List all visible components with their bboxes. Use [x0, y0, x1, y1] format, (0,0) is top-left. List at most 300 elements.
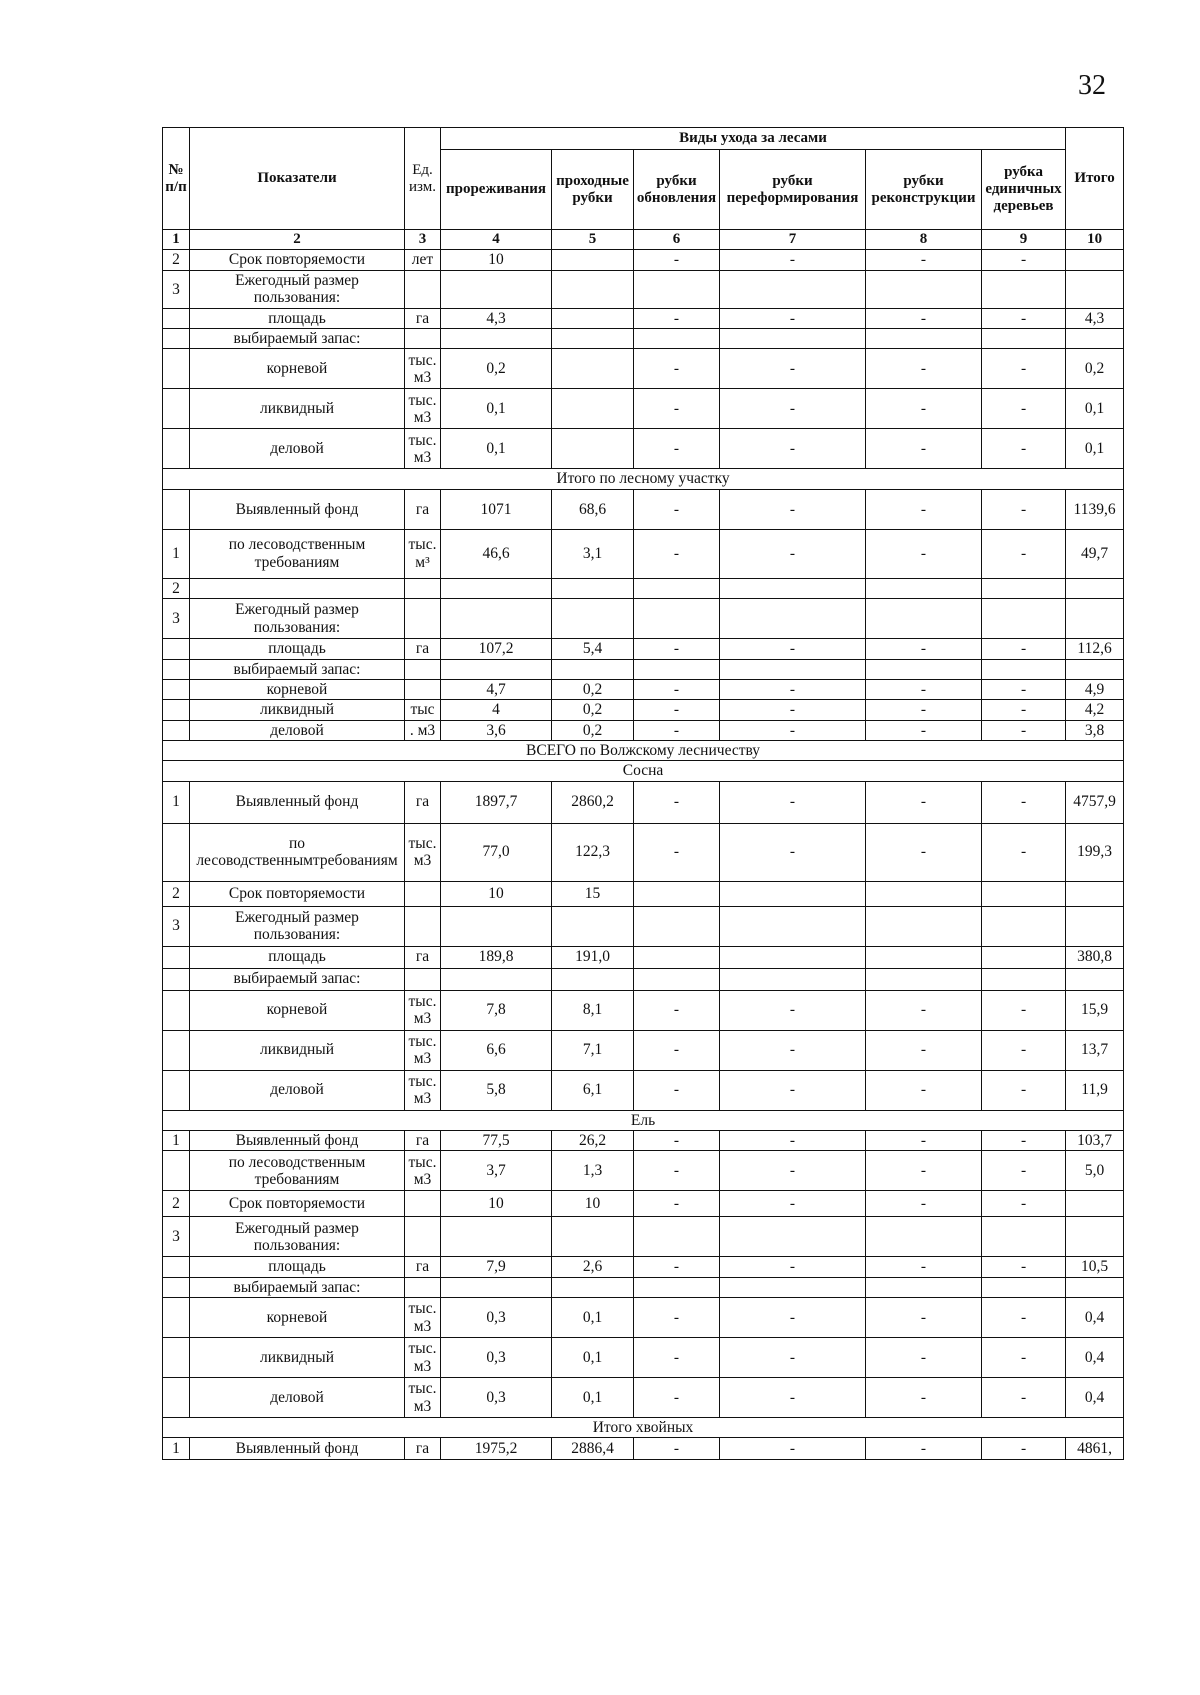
- table-header: [163, 128, 1124, 250]
- value-cell: -: [634, 679, 720, 699]
- total-cell: 3,8: [1066, 720, 1124, 740]
- row-number: 1: [163, 529, 190, 578]
- value-cell: -: [866, 429, 982, 469]
- value-cell: 10: [441, 250, 552, 271]
- row-number: [163, 1378, 190, 1418]
- value-cell: -: [634, 1191, 720, 1217]
- unit-cell: га: [405, 308, 441, 328]
- value-cell: 3,7: [441, 1151, 552, 1191]
- value-cell: [441, 1217, 552, 1257]
- header-total: Итого: [1066, 128, 1124, 230]
- table-row: [163, 1217, 1124, 1257]
- total-cell: 0,2: [1066, 349, 1124, 389]
- value-cell: [634, 599, 720, 639]
- value-cell: -: [634, 489, 720, 529]
- row-number: 2: [163, 578, 190, 598]
- table-row: [163, 489, 1124, 529]
- value-cell: 7,8: [441, 990, 552, 1030]
- value-cell: 10: [441, 1191, 552, 1217]
- value-cell: -: [866, 700, 982, 720]
- unit-cell: [405, 679, 441, 699]
- value-cell: -: [720, 489, 866, 529]
- value-cell: [720, 946, 866, 968]
- unit-cell: [405, 659, 441, 679]
- value-cell: 46,6: [441, 529, 552, 578]
- value-cell: -: [720, 781, 866, 823]
- value-cell: [441, 1277, 552, 1297]
- value-cell: -: [720, 1378, 866, 1418]
- value-cell: [720, 578, 866, 598]
- indicator-name: деловой: [190, 1378, 405, 1418]
- row-number: [163, 946, 190, 968]
- unit-cell: [405, 881, 441, 906]
- indicator-name: ликвидный: [190, 700, 405, 720]
- value-cell: [866, 881, 982, 906]
- value-cell: 0,2: [552, 679, 634, 699]
- value-cell: -: [634, 1438, 720, 1460]
- value-cell: [866, 968, 982, 990]
- total-cell: 49,7: [1066, 529, 1124, 578]
- value-cell: 5,4: [552, 639, 634, 659]
- indicator-name: Выявленный фонд: [190, 1131, 405, 1151]
- header-number: 8: [866, 230, 982, 250]
- unit-cell: тыс. м3: [405, 1378, 441, 1418]
- value-cell: 7,9: [441, 1257, 552, 1277]
- value-cell: 189,8: [441, 946, 552, 968]
- table-row: [163, 389, 1124, 429]
- table-row: [163, 990, 1124, 1030]
- value-cell: -: [982, 1438, 1066, 1460]
- value-cell: [720, 906, 866, 946]
- total-cell: [1066, 250, 1124, 271]
- table-row: [163, 599, 1124, 639]
- header-group: Виды ухода за лесами: [441, 128, 1066, 150]
- indicator-name: Срок повторяемости: [190, 250, 405, 271]
- value-cell: -: [866, 1438, 982, 1460]
- value-cell: [720, 271, 866, 309]
- value-cell: [866, 1277, 982, 1297]
- value-cell: [634, 881, 720, 906]
- value-cell: 6,6: [441, 1030, 552, 1070]
- value-cell: -: [720, 1338, 866, 1378]
- value-cell: [634, 329, 720, 349]
- total-cell: 4757,9: [1066, 781, 1124, 823]
- value-cell: -: [634, 250, 720, 271]
- unit-cell: . м3: [405, 720, 441, 740]
- table-row: [163, 429, 1124, 469]
- table-row: [163, 781, 1124, 823]
- value-cell: -: [982, 429, 1066, 469]
- table-row: [163, 1378, 1124, 1418]
- page-number: 32: [1078, 70, 1106, 101]
- indicator-name: выбираемый запас:: [190, 329, 405, 349]
- value-cell: -: [982, 823, 1066, 881]
- unit-cell: [405, 1217, 441, 1257]
- value-cell: [441, 329, 552, 349]
- indicator-name: Срок повторяемости: [190, 881, 405, 906]
- unit-cell: га: [405, 946, 441, 968]
- total-cell: 0,4: [1066, 1298, 1124, 1338]
- value-cell: -: [982, 1030, 1066, 1070]
- value-cell: -: [866, 389, 982, 429]
- row-number: [163, 659, 190, 679]
- table-row: [163, 946, 1124, 968]
- section-row: [163, 761, 1124, 781]
- value-cell: [982, 1277, 1066, 1297]
- header-number: 2: [190, 230, 405, 250]
- value-cell: -: [982, 679, 1066, 699]
- value-cell: 1975,2: [441, 1438, 552, 1460]
- value-cell: -: [720, 1131, 866, 1151]
- value-cell: 4,7: [441, 679, 552, 699]
- indicator-name: корневой: [190, 349, 405, 389]
- value-cell: [552, 429, 634, 469]
- row-number: [163, 700, 190, 720]
- row-number: [163, 1338, 190, 1378]
- indicator-name: Выявленный фонд: [190, 489, 405, 529]
- section-title: Сосна: [163, 761, 1124, 781]
- value-cell: -: [866, 1030, 982, 1070]
- value-cell: 0,3: [441, 1298, 552, 1338]
- value-cell: [441, 659, 552, 679]
- value-cell: [634, 1217, 720, 1257]
- value-cell: -: [982, 250, 1066, 271]
- row-number: [163, 329, 190, 349]
- row-number: [163, 639, 190, 659]
- value-cell: -: [634, 1131, 720, 1151]
- indicator-name: корневой: [190, 1298, 405, 1338]
- value-cell: -: [866, 720, 982, 740]
- indicator-name: выбираемый запас:: [190, 1277, 405, 1297]
- value-cell: [866, 946, 982, 968]
- table-row: [163, 250, 1124, 271]
- indicator-name: ликвидный: [190, 1030, 405, 1070]
- value-cell: [552, 968, 634, 990]
- value-cell: [982, 329, 1066, 349]
- value-cell: [552, 349, 634, 389]
- indicator-name: по лесоводственным требованиям: [190, 529, 405, 578]
- unit-cell: тыс. м3: [405, 1070, 441, 1110]
- unit-cell: тыс. м3: [405, 990, 441, 1030]
- total-cell: 11,9: [1066, 1070, 1124, 1110]
- value-cell: -: [866, 529, 982, 578]
- value-cell: -: [720, 1151, 866, 1191]
- table-row: [163, 968, 1124, 990]
- value-cell: -: [634, 1298, 720, 1338]
- value-cell: [634, 968, 720, 990]
- unit-cell: тыс. м3: [405, 1298, 441, 1338]
- value-cell: [982, 906, 1066, 946]
- value-cell: 0,2: [552, 700, 634, 720]
- value-cell: [982, 599, 1066, 639]
- header-col-reformation: рубки переформирования: [720, 150, 866, 230]
- value-cell: [634, 578, 720, 598]
- value-cell: [441, 578, 552, 598]
- value-cell: 0,1: [441, 429, 552, 469]
- value-cell: -: [866, 639, 982, 659]
- total-cell: 1139,6: [1066, 489, 1124, 529]
- value-cell: -: [720, 389, 866, 429]
- value-cell: [720, 968, 866, 990]
- value-cell: -: [720, 1257, 866, 1277]
- value-cell: 1071: [441, 489, 552, 529]
- table-row: [163, 1030, 1124, 1070]
- value-cell: -: [634, 639, 720, 659]
- table-row: [163, 700, 1124, 720]
- row-number: 2: [163, 1191, 190, 1217]
- table-row: [163, 1298, 1124, 1338]
- total-cell: 13,7: [1066, 1030, 1124, 1070]
- indicator-name: деловой: [190, 720, 405, 740]
- value-cell: -: [866, 1257, 982, 1277]
- total-cell: 199,3: [1066, 823, 1124, 881]
- total-cell: 380,8: [1066, 946, 1124, 968]
- forest-care-table: [162, 127, 1124, 1460]
- value-cell: [441, 968, 552, 990]
- header-number: 5: [552, 230, 634, 250]
- row-number: 3: [163, 906, 190, 946]
- table-row: [163, 1191, 1124, 1217]
- value-cell: 2860,2: [552, 781, 634, 823]
- value-cell: [982, 968, 1066, 990]
- header-number: 6: [634, 230, 720, 250]
- value-cell: -: [982, 1131, 1066, 1151]
- value-cell: -: [720, 529, 866, 578]
- value-cell: [634, 1277, 720, 1297]
- value-cell: -: [720, 1298, 866, 1338]
- value-cell: 0,1: [552, 1338, 634, 1378]
- value-cell: [552, 578, 634, 598]
- value-cell: [982, 578, 1066, 598]
- value-cell: 4,3: [441, 308, 552, 328]
- total-cell: 103,7: [1066, 1131, 1124, 1151]
- value-cell: [982, 881, 1066, 906]
- table-row: [163, 578, 1124, 598]
- unit-cell: [405, 599, 441, 639]
- total-cell: 0,1: [1066, 389, 1124, 429]
- value-cell: [866, 1217, 982, 1257]
- table-row: [163, 659, 1124, 679]
- value-cell: 2,6: [552, 1257, 634, 1277]
- header-number: 1: [163, 230, 190, 250]
- unit-cell: тыс: [405, 700, 441, 720]
- header-number: 7: [720, 230, 866, 250]
- unit-cell: га: [405, 1257, 441, 1277]
- unit-cell: тыс. м3: [405, 1030, 441, 1070]
- value-cell: -: [634, 823, 720, 881]
- section-row: [163, 469, 1124, 489]
- row-number: [163, 990, 190, 1030]
- value-cell: 77,5: [441, 1131, 552, 1151]
- indicator-name: выбираемый запас:: [190, 968, 405, 990]
- value-cell: -: [634, 1070, 720, 1110]
- value-cell: [866, 578, 982, 598]
- value-cell: [634, 946, 720, 968]
- value-cell: 3,6: [441, 720, 552, 740]
- value-cell: -: [866, 823, 982, 881]
- value-cell: -: [720, 639, 866, 659]
- value-cell: -: [720, 1191, 866, 1217]
- value-cell: -: [634, 429, 720, 469]
- value-cell: -: [634, 308, 720, 328]
- value-cell: -: [634, 1338, 720, 1378]
- value-cell: -: [634, 529, 720, 578]
- value-cell: -: [982, 1191, 1066, 1217]
- unit-cell: лет: [405, 250, 441, 271]
- unit-cell: тыс. м3: [405, 1338, 441, 1378]
- value-cell: [720, 599, 866, 639]
- value-cell: -: [634, 1030, 720, 1070]
- value-cell: -: [982, 1070, 1066, 1110]
- row-number: 3: [163, 271, 190, 309]
- value-cell: [441, 599, 552, 639]
- total-cell: [1066, 1217, 1124, 1257]
- total-cell: 0,4: [1066, 1378, 1124, 1418]
- row-number: [163, 489, 190, 529]
- total-cell: [1066, 599, 1124, 639]
- value-cell: -: [982, 781, 1066, 823]
- value-cell: [552, 329, 634, 349]
- indicator-name: Выявленный фонд: [190, 1438, 405, 1460]
- total-cell: 10,5: [1066, 1257, 1124, 1277]
- value-cell: -: [866, 1151, 982, 1191]
- value-cell: -: [982, 389, 1066, 429]
- unit-cell: [405, 329, 441, 349]
- row-number: [163, 349, 190, 389]
- row-number: 1: [163, 781, 190, 823]
- unit-cell: тыс. м³: [405, 529, 441, 578]
- value-cell: -: [634, 720, 720, 740]
- row-number: [163, 1257, 190, 1277]
- row-number: 2: [163, 881, 190, 906]
- value-cell: 4: [441, 700, 552, 720]
- header-no: № п/п: [163, 128, 190, 230]
- header-col-thinning: прореживания: [441, 150, 552, 230]
- row-number: [163, 823, 190, 881]
- indicator-name: ликвидный: [190, 389, 405, 429]
- table-row: [163, 1257, 1124, 1277]
- value-cell: -: [866, 1131, 982, 1151]
- value-cell: -: [982, 1257, 1066, 1277]
- table-row: [163, 329, 1124, 349]
- total-cell: 0,1: [1066, 429, 1124, 469]
- value-cell: -: [982, 1378, 1066, 1418]
- value-cell: -: [866, 781, 982, 823]
- value-cell: [866, 599, 982, 639]
- value-cell: -: [982, 529, 1066, 578]
- table-row: [163, 1131, 1124, 1151]
- value-cell: -: [720, 349, 866, 389]
- value-cell: [634, 271, 720, 309]
- value-cell: 5,8: [441, 1070, 552, 1110]
- value-cell: [982, 1217, 1066, 1257]
- header-number: 10: [1066, 230, 1124, 250]
- total-cell: 4,9: [1066, 679, 1124, 699]
- value-cell: -: [634, 1257, 720, 1277]
- value-cell: 1897,7: [441, 781, 552, 823]
- section-row: [163, 1418, 1124, 1438]
- row-number: [163, 1070, 190, 1110]
- row-number: 3: [163, 1217, 190, 1257]
- value-cell: [982, 946, 1066, 968]
- total-cell: [1066, 271, 1124, 309]
- value-cell: [552, 250, 634, 271]
- indicator-name: корневой: [190, 990, 405, 1030]
- value-cell: -: [634, 349, 720, 389]
- value-cell: -: [982, 639, 1066, 659]
- indicator-name: Выявленный фонд: [190, 781, 405, 823]
- row-number: [163, 1298, 190, 1338]
- unit-cell: [405, 1191, 441, 1217]
- value-cell: -: [720, 1030, 866, 1070]
- value-cell: -: [866, 990, 982, 1030]
- row-number: [163, 429, 190, 469]
- section-row: [163, 740, 1124, 760]
- value-cell: 77,0: [441, 823, 552, 881]
- table-body: [163, 250, 1124, 1460]
- section-title: Итого по лесному участку: [163, 469, 1124, 489]
- section-title: Ель: [163, 1110, 1124, 1130]
- section-row: [163, 1110, 1124, 1130]
- value-cell: -: [982, 308, 1066, 328]
- table-row: [163, 271, 1124, 309]
- unit-cell: [405, 578, 441, 598]
- value-cell: [552, 659, 634, 679]
- value-cell: -: [982, 489, 1066, 529]
- value-cell: 8,1: [552, 990, 634, 1030]
- value-cell: -: [634, 700, 720, 720]
- value-cell: 107,2: [441, 639, 552, 659]
- row-number: [163, 1151, 190, 1191]
- value-cell: 68,6: [552, 489, 634, 529]
- value-cell: [634, 906, 720, 946]
- value-cell: -: [720, 700, 866, 720]
- value-cell: [720, 1217, 866, 1257]
- value-cell: 10: [441, 881, 552, 906]
- indicator-name: Ежегодный размер пользования:: [190, 906, 405, 946]
- value-cell: -: [866, 1298, 982, 1338]
- table-row: [163, 1151, 1124, 1191]
- value-cell: -: [866, 1191, 982, 1217]
- value-cell: 10: [552, 1191, 634, 1217]
- value-cell: [866, 271, 982, 309]
- value-cell: -: [634, 1151, 720, 1191]
- value-cell: -: [720, 429, 866, 469]
- total-cell: [1066, 881, 1124, 906]
- value-cell: 0,1: [441, 389, 552, 429]
- indicator-name: Срок повторяемости: [190, 1191, 405, 1217]
- value-cell: -: [720, 720, 866, 740]
- unit-cell: [405, 906, 441, 946]
- value-cell: [720, 881, 866, 906]
- header-number: 3: [405, 230, 441, 250]
- header-unit: Ед. изм.: [405, 128, 441, 230]
- value-cell: [441, 271, 552, 309]
- value-cell: -: [982, 700, 1066, 720]
- value-cell: 1,3: [552, 1151, 634, 1191]
- header-col-renewal: рубки обновления: [634, 150, 720, 230]
- value-cell: [720, 1277, 866, 1297]
- table-row: [163, 1438, 1124, 1460]
- value-cell: [720, 659, 866, 679]
- indicator-name: площадь: [190, 946, 405, 968]
- section-title: Итого хвойных: [163, 1418, 1124, 1438]
- value-cell: -: [866, 489, 982, 529]
- indicator-name: деловой: [190, 429, 405, 469]
- value-cell: [552, 906, 634, 946]
- row-number: [163, 1030, 190, 1070]
- value-cell: 0,2: [441, 349, 552, 389]
